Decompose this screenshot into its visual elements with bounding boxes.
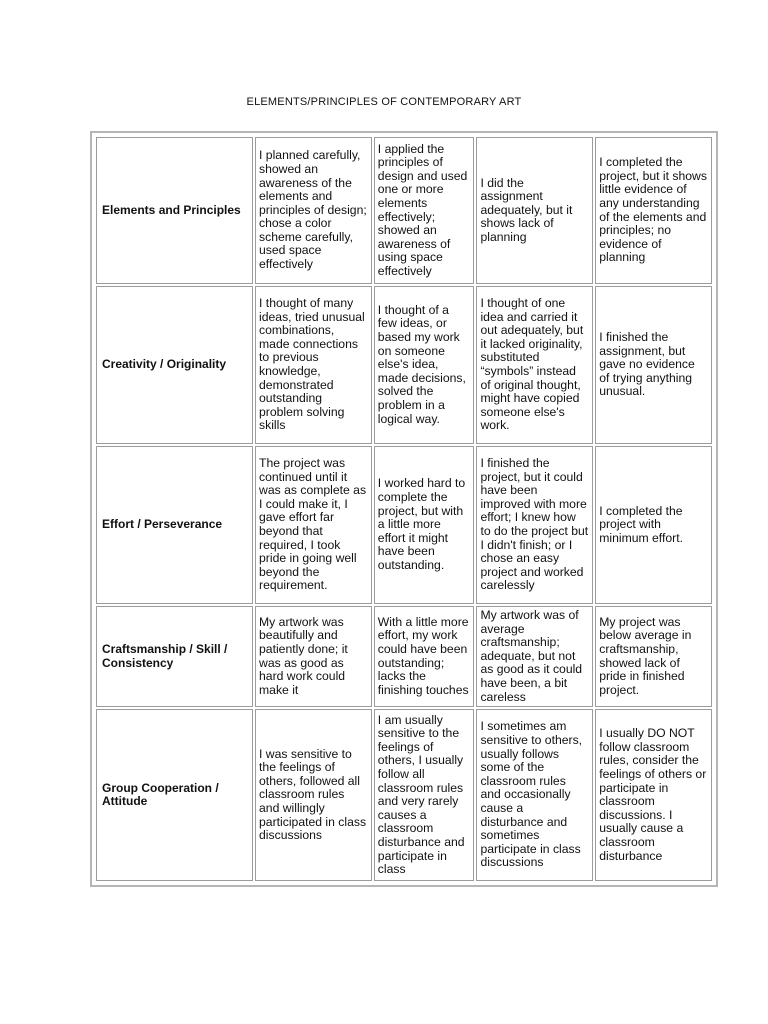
rubric-cell: I did the assignment adequately, but it shows lack of planning [476, 137, 593, 284]
rubric-cell: I thought of one idea and carried it out adequately, but it lacked originality, substituted “symbols” instead of original thought, might have copied someone else's work. [476, 286, 593, 444]
rubric-cell: I finished the assignment, but gave no evidence of trying anything unusual. [595, 286, 712, 444]
rubric-table [94, 135, 714, 883]
rubric-cell: My project was below average in craftsmanship, showed lack of pride in finished project. [595, 606, 712, 707]
rubric-cell: With a little more effort, my work could have been outstanding; lacks the finishing touches [374, 606, 475, 707]
rubric-table-frame [90, 131, 718, 887]
rubric-cell: I completed the project with minimum effort. [595, 446, 712, 604]
rubric-cell: My artwork was beautifully and patiently done; it was as good as hard work could make it [255, 606, 372, 707]
rubric-cell: I thought of a few ideas, or based my work on someone else's idea, made decisions, solved the problem in a logical way. [374, 286, 475, 444]
criterion-cell: Creativity / Originality [96, 286, 253, 444]
rubric-cell: I finished the project, but it could have been improved with more effort; I knew how to do the project but I didn't finish; or I chose an easy project and worked carelessly [476, 446, 593, 604]
table-row [96, 446, 712, 604]
rubric-cell: I thought of many ideas, tried unusual combinations, made connections to previous knowledge, demonstrated outstanding problem solving skills [255, 286, 372, 444]
table-row [96, 137, 712, 284]
rubric-cell: The project was continued until it was as complete as I could make it, I gave effort far beyond that required, I took pride in going well beyond the requirement. [255, 446, 372, 604]
criterion-cell: Craftsmanship / Skill / Consistency [96, 606, 253, 707]
rubric-cell: I applied the principles of design and used one or more elements effectively; showed an awareness of using space effectively [374, 137, 475, 284]
rubric-cell: My artwork was of average craftsmanship; adequate, but not as good as it could have been, a bit careless [476, 606, 593, 707]
rubric-cell: I completed the project, but it shows little evidence of any understanding of the elements and principles; no evidence of planning [595, 137, 712, 284]
rubric-cell: I usually DO NOT follow classroom rules, consider the feelings of others or participate in classroom discussions. I usually cause a classroom disturbance [595, 709, 712, 881]
page-title: ELEMENTS/PRINCIPLES OF CONTEMPORARY ART [246, 96, 522, 108]
rubric-cell: I am usually sensitive to the feelings of others, I usually follow all classroom rules and very rarely causes a classroom disturbance and participate in class [374, 709, 475, 881]
table-row [96, 709, 712, 881]
criterion-cell: Effort / Perseverance [96, 446, 253, 604]
rubric-cell: I planned carefully, showed an awareness of the elements and principles of design; chose a color scheme carefully, used space effectively [255, 137, 372, 284]
criterion-cell: Group Cooperation / Attitude [96, 709, 253, 881]
rubric-cell: I worked hard to complete the project, but with a little more effort it might have been outstanding. [374, 446, 475, 604]
rubric-cell: I was sensitive to the feelings of others, followed all classroom rules and willingly participated in class discussions [255, 709, 372, 881]
rubric-cell: I sometimes am sensitive to others, usually follows some of the classroom rules and occasionally cause a disturbance and sometimes participate in class discussions [476, 709, 593, 881]
table-row [96, 286, 712, 444]
table-row [96, 606, 712, 707]
criterion-cell: Elements and Principles [96, 137, 253, 284]
